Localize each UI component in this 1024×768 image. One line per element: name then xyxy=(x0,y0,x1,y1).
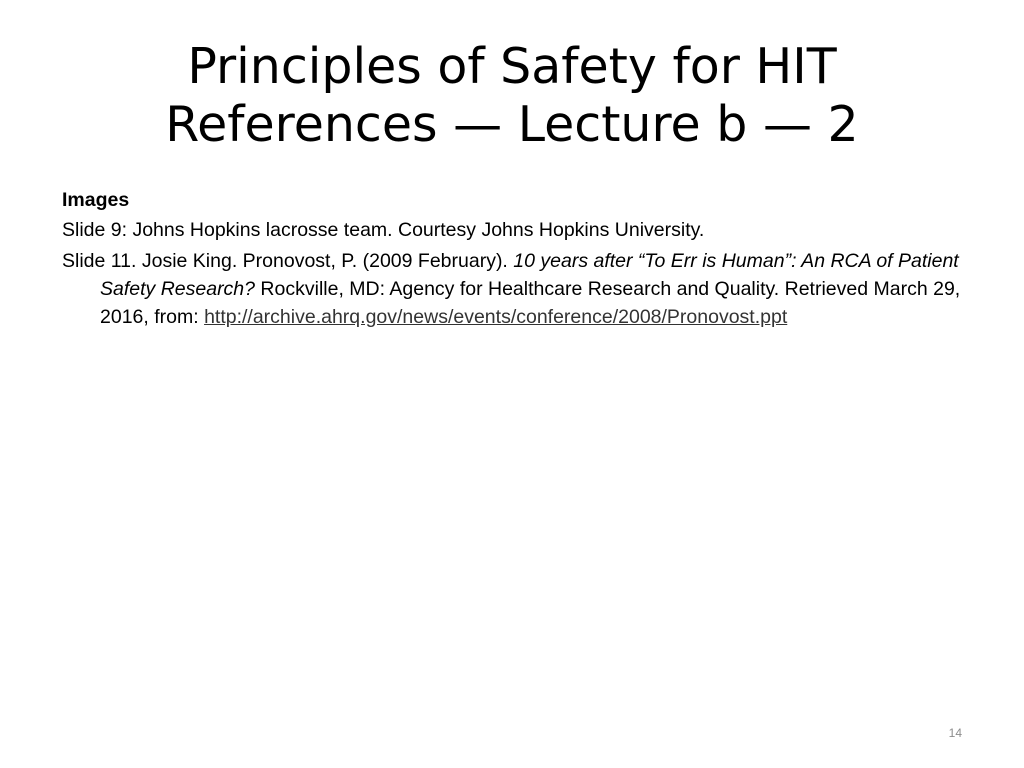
reference-title: 10 years after “To Err is Human”: An RCA of Patient Safety Research? xyxy=(100,250,959,300)
reference-text: Slide 9: Johns Hopkins lacrosse team. Courtesy Johns Hopkins University. xyxy=(62,219,705,241)
reference-suffix: Rockville, MD: Agency for Healthcare Research and Quality. Retrieved March 29, 2016, from: xyxy=(100,278,961,328)
reference-item xyxy=(62,247,962,331)
title-line-1: Principles of Safety for HIT xyxy=(187,38,837,95)
slide-title xyxy=(0,38,1024,154)
page-number: 14 xyxy=(948,726,962,740)
reference-prefix: Slide 11. Josie King. Pronovost, P. (2009 February). xyxy=(62,250,514,272)
reference-item xyxy=(62,216,962,244)
section-heading-images: Images xyxy=(62,189,130,211)
reference-link[interactable]: http://archive.ahrq.gov/news/events/conference/2008/Pronovost.ppt xyxy=(204,306,788,328)
title-line-2: References — Lecture b — 2 xyxy=(165,96,859,153)
references-body xyxy=(62,186,962,334)
